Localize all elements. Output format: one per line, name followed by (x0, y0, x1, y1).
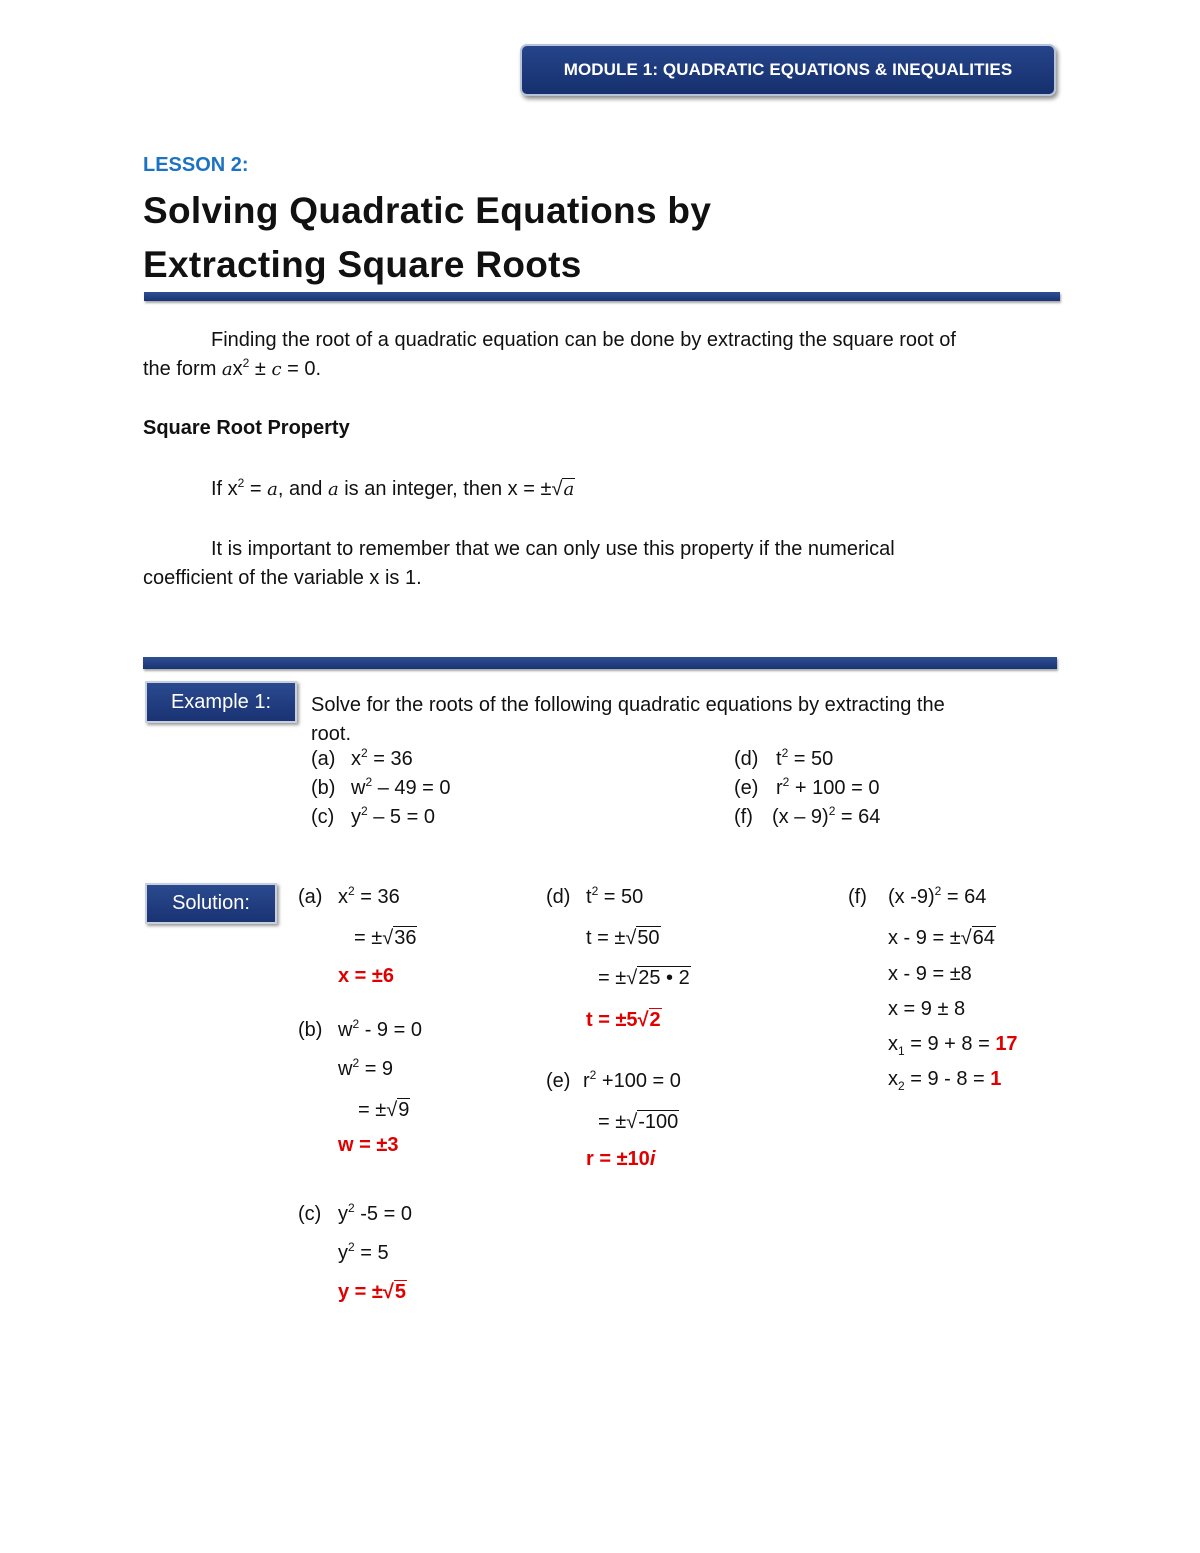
example-prompt-line-1: Solve for the roots of the following quadratic equations by extracting the (311, 694, 945, 716)
example-item-c: (c) $y^2 - 5 = 0$ (311, 804, 435, 828)
module-banner (520, 44, 1056, 96)
solution-c-line-1: (c) $y^2$ -5 = 0 (298, 1201, 412, 1225)
solution-d-line-3: = ±√25 • 2 (598, 967, 690, 989)
solution-f-line-4: x = 9 ± 8 (888, 998, 966, 1020)
solution-f-line-2: x - 9 = ±√64 (888, 927, 995, 949)
solution-badge: Solution: (145, 883, 277, 924)
example-prompt-line-2: root. (311, 723, 352, 745)
example-item-e: (e) $r^2 + 100 = 0$ (734, 775, 880, 799)
solution-e-answer: r = ±10i (586, 1148, 656, 1170)
solution-b-line-3: = ±√9 (358, 1099, 410, 1121)
example-item-a: (a) $x^2 = 36$ (311, 746, 413, 770)
example-prompt (311, 691, 1039, 749)
solution-f-line-5: $x_1 = 9 + 8 = 17$ (888, 1033, 1018, 1058)
property-note-line-1: It is important to remember that we can only use this property if the numerical (211, 538, 895, 560)
example-divider (143, 657, 1057, 669)
solution-b-line-2: $w^2 = 9$ (338, 1056, 394, 1080)
solution-a-answer: x = ±6 (338, 965, 395, 987)
solution-b-answer: w = ±3 (338, 1134, 399, 1156)
property-statement: If $x^2 = a$, and a is an integer, then x = ±√a (211, 475, 575, 504)
example-item-b: (b) $w^2 - 49 = 0$ (311, 775, 451, 799)
title-divider (144, 292, 1060, 301)
intro-paragraph (143, 326, 1059, 384)
lesson-title-line-2: Extracting Square Roots (143, 244, 582, 285)
solution-a-line-2: = ±√36 (354, 927, 417, 949)
solution-c-answer: y = ±√5 (338, 1281, 407, 1303)
solution-c-line-2: $y^2 = 5$ (338, 1240, 389, 1264)
solution-f-line-6: $x_2 = 9 - 8 = 1$ (888, 1068, 1002, 1093)
example-item-f: (f) (x – 9)$^2$ = 64 (734, 804, 881, 828)
solution-b-line-1: (b) $w^2 - 9 = 0$ (298, 1017, 422, 1041)
intro-line-1: Finding the root of a quadratic equation can be done by extracting the square root of (211, 329, 956, 351)
solution-d-line-2: t = ±√50 (586, 927, 660, 949)
intro-line-2: the form $ax^2 \pm c = 0$. (143, 356, 322, 380)
property-note (143, 535, 1057, 593)
solution-f-line-3: x - 9 = ±8 (888, 963, 972, 985)
lesson-title-line-1: Solving Quadratic Equations by (143, 190, 712, 231)
solution-a-line-1: (a) $x^2 = 36$ (298, 884, 400, 908)
module-label: MODULE 1: QUADRATIC EQUATIONS & INEQUALITIES (563, 60, 1013, 79)
radical-a: √a (551, 478, 575, 500)
example-badge: Example 1: (145, 681, 297, 723)
lesson-label: LESSON 2: (143, 154, 249, 176)
property-note-line-2: coefficient of the variable x is 1. (143, 567, 422, 589)
solution-d-line-1: (d) $t^2 = 50$ (546, 884, 644, 908)
example-item-d: (d) $t^2 = 50$ (734, 746, 834, 770)
solution-f-line-1: (f) (x -9)$^2$ = 64 (848, 884, 987, 908)
solution-e-line-2: = ±√-100 (598, 1111, 679, 1133)
solution-e-line-1: (e) $r^2 +100 = 0$ (546, 1068, 681, 1092)
solution-d-answer: t = ±5√2 (586, 1009, 661, 1031)
property-heading: Square Root Property (143, 417, 350, 439)
